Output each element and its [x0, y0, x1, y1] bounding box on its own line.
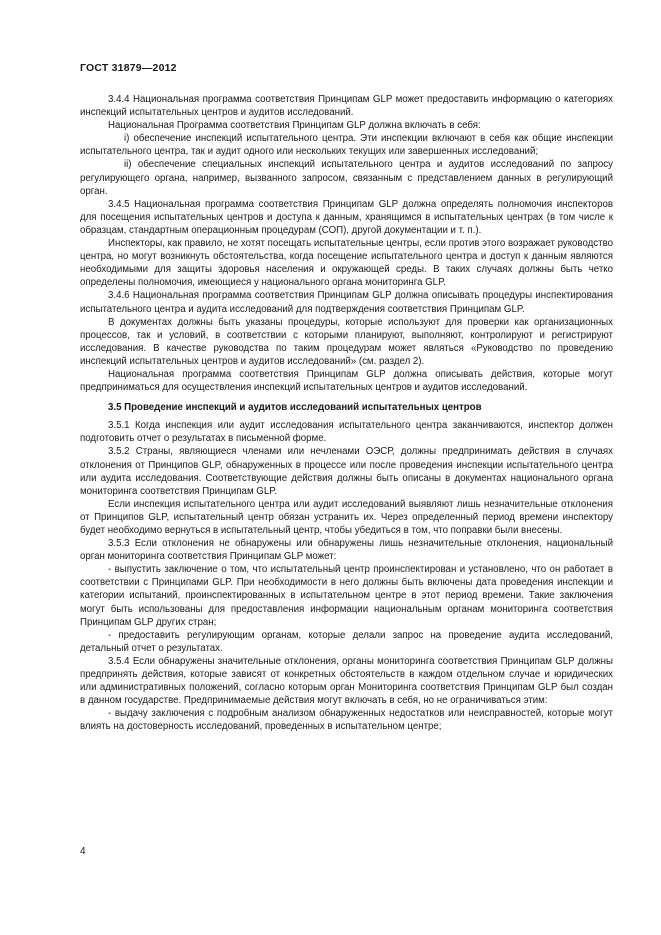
paragraph: В документах должны быть указаны процедуры, которые используют для проверки как организационных процессов, так и условий, в соответствии с которыми планируют, выполняют, контролируют и регистрируют исследования. В качестве руководства по таким процедурам может являться «Руководство по проведению инспекций испытательных центров и аудитов исследований» (см. раздел 2). [80, 316, 613, 367]
paragraph: 3.5.3 Если отклонения не обнаружены или обнаружены лишь незначительные отклонения, национальный орган мониторинга соответствия Принципам GLP может: [80, 538, 613, 563]
page-header: ГОСТ 31879—2012 [80, 62, 177, 74]
paragraph: - выпустить заключение о том, что испытательный центр проинспектирован и установлено, что он работает в соответствии с Принципами GLP. При необходимости в него должны быть включены дата проведения инспекции и категории испытаний, проинспектированных в испытательном центре в этот период времени. Такие заключения могут быть использованы для предоставления информации национальным органам мониторинга соответствия Принципам GLP других стран; [80, 564, 613, 628]
paragraph: 3.5.2 Страны, являющиеся членами или нечленами ОЭСР, должны предпринимать действия в случаях отклонения от Принципов GLP, обнаруженных в процессе или после проведения инспекции испытательного центра или аудита исследования. Соответствующие действия должны быть описаны в документах национального органа мониторинга соответствия Принципам GLP. [80, 446, 613, 497]
paragraph: 3.4.4 Национальная программа соответствия Принципам GLP может предоставить информацию о категориях инспекций испытательных центров и аудитов исследований. [80, 94, 613, 119]
paragraph: - предоставить регулирующим органам, которые делали запрос на проведение аудита исследований, детальный отчет о результатах. [80, 629, 613, 654]
document-body [80, 93, 613, 734]
list-item: i) обеспечение инспекций испытательного центра. Эти инспекции включают в себя как общие инспекции испытательного центра, так и аудит одного или нескольких текущих или завершенных исследований; [80, 133, 613, 158]
paragraph: Национальная программа соответствия Принципам GLP должна описывать действия, которые могут предприниматься для осуществления инспекций испытательных центров и аудитов исследований. [80, 368, 613, 394]
paragraph: Если инспекция испытательного центра или аудит исследований выявляют лишь незначительные отклонения от Принципов GLP, испытательный центр обязан устранить их. Через определенный период времени инспектору будет необходимо вернуться в испытательный центр, чтобы убедиться в том, что поправки были внесены. [80, 498, 613, 536]
paragraph: 3.4.5 Национальная программа соответствия Принципам GLP должна определять полномочия инспекторов для посещения испытательных центров и доступа к данным, хранящимся в испытательных центрах (в том числе к образцам, стандартным операционным процедурам (СОП), другой документации и т. п.). [80, 198, 613, 236]
paragraph: 3.4.6 Национальная программа соответствия Принципам GLP должна описывать процедуры инспектирования испытательного центра и аудита исследований для подтверждения соответствия Принципам GLP. [80, 290, 613, 315]
page-number: 4 [80, 846, 86, 857]
section-heading: 3.5 Проведение инспекций и аудитов исследований испытательных центров [108, 402, 482, 414]
paragraph: Инспекторы, как правило, не хотят посещать испытательные центры, если против этого возражает руководство центра, но могут возникнуть обстоятельства, когда посещение испытательного центра и доступ к данным являются необходимыми для защиты здоровья населения и окружающей среды. В таких случаях должны быть четко определены полномочия, имеющиеся у национального органа мониторинга GLP. [80, 238, 613, 289]
paragraph: 3.5.4 Если обнаружены значительные отклонения, органы мониторинга соответствия Принципам GLP должны предпринять действия, которые зависят от конкретных обстоятельств в каждом отдельном случае и юридических или административных положений, согласно которым орган Мониторинга соответствия Принципам GLP был создан в данном государстве. Предпринимаемые действия могут включать в себя, но не ограничиваться этим: [80, 655, 613, 707]
list-item: ii) обеспечение специальных инспекций испытательного центра и аудитов исследований по запросу регулирующего органа, например, вызванного запросом, связанным с представлением данных в регулирующий орган. [80, 159, 613, 197]
paragraph: 3.5.1 Когда инспекция или аудит исследования испытательного центра заканчиваются, инспектор должен подготовить отчет о результатах в письменной форме. [80, 420, 613, 445]
paragraph: - выдачу заключения с подробным анализом обнаруженных недостатков или неисправностей, которые могут влиять на достоверность исследований, проведенных в испытательном центре; [80, 708, 613, 733]
paragraph: Национальная Программа соответствия Принципам GLP должна включать в себя: [108, 120, 481, 132]
